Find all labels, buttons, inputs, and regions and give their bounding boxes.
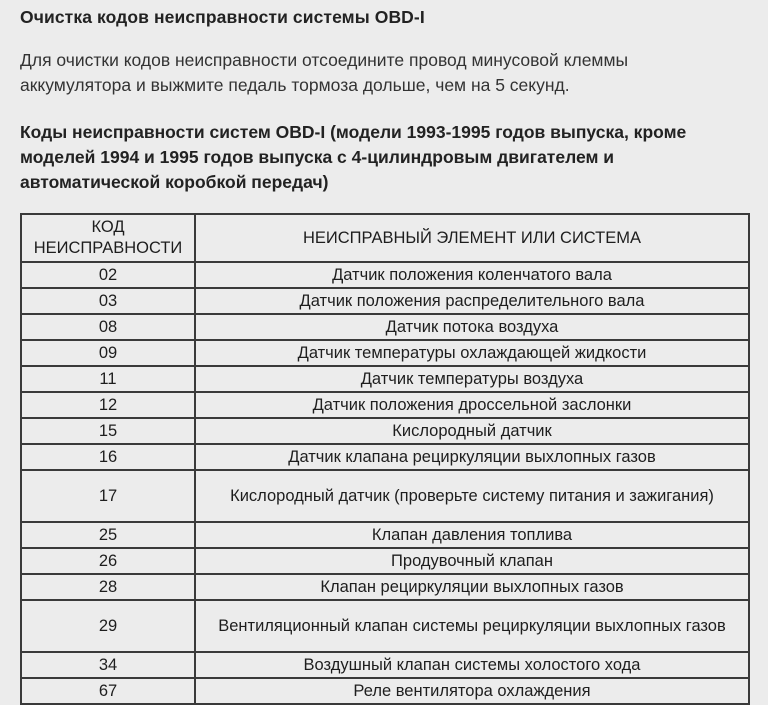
code-cell: 29: [21, 600, 195, 652]
section-heading: Коды неисправности систем OBD-I (модели 1993-1995 годов выпуска, кроме моделей 1994 и 1995 годов выпуска с 4-цилиндровым двигателем и автоматической коробкой передач): [20, 122, 687, 192]
table-row: [21, 678, 749, 704]
element-cell: Датчик положения коленчатого вала: [195, 262, 749, 288]
table-row: [21, 574, 749, 600]
fault-codes-table: [20, 213, 750, 705]
element-cell: Клапан давления топлива: [195, 522, 749, 548]
element-cell: Кислородный датчик: [195, 418, 749, 444]
code-cell: 25: [21, 522, 195, 548]
table-row: [21, 314, 749, 340]
table-row: [21, 366, 749, 392]
table-row: [21, 522, 749, 548]
code-cell: 67: [21, 678, 195, 704]
code-cell: 17: [21, 470, 195, 522]
element-cell: Датчик температуры воздуха: [195, 366, 749, 392]
element-cell: Датчик температуры охлаждающей жидкости: [195, 340, 749, 366]
page-title: Очистка кодов неисправности системы OBD-I: [20, 7, 425, 27]
table-row: [21, 340, 749, 366]
code-cell: 11: [21, 366, 195, 392]
element-cell: Продувочный клапан: [195, 548, 749, 574]
element-cell: Воздушный клапан системы холостого хода: [195, 652, 749, 678]
code-cell: 28: [21, 574, 195, 600]
element-cell: Датчик потока воздуха: [195, 314, 749, 340]
element-cell: Вентиляционный клапан системы рециркуляции выхлопных газов: [195, 600, 749, 652]
intro-paragraph: Для очистки кодов неисправности отсоедините провод минусовой клеммы аккумулятора и выжмите педаль тормоза дольше, чем на 5 секунд.: [20, 50, 629, 95]
table-row: [21, 262, 749, 288]
table-row: [21, 470, 749, 522]
table-row: [21, 288, 749, 314]
header-code: КОД НЕИСПРАВНОСТИ: [21, 214, 195, 262]
code-cell: 34: [21, 652, 195, 678]
code-cell: 08: [21, 314, 195, 340]
element-cell: Клапан рециркуляции выхлопных газов: [195, 574, 749, 600]
table-row: [21, 392, 749, 418]
element-cell: Реле вентилятора охлаждения: [195, 678, 749, 704]
code-cell: 26: [21, 548, 195, 574]
table-row: [21, 600, 749, 652]
header-element: НЕИСПРАВНЫЙ ЭЛЕМЕНТ ИЛИ СИСТЕМА: [195, 214, 749, 262]
table-row: [21, 418, 749, 444]
code-cell: 02: [21, 262, 195, 288]
element-cell: Кислородный датчик (проверьте систему питания и зажигания): [195, 470, 749, 522]
code-cell: 03: [21, 288, 195, 314]
element-cell: Датчик положения дроссельной заслонки: [195, 392, 749, 418]
code-cell: 09: [21, 340, 195, 366]
table-header-row: [21, 214, 749, 262]
table-row: [21, 444, 749, 470]
table-row: [21, 652, 749, 678]
code-cell: 12: [21, 392, 195, 418]
element-cell: Датчик положения распределительного вала: [195, 288, 749, 314]
code-cell: 16: [21, 444, 195, 470]
element-cell: Датчик клапана рециркуляции выхлопных газов: [195, 444, 749, 470]
code-cell: 15: [21, 418, 195, 444]
table-row: [21, 548, 749, 574]
